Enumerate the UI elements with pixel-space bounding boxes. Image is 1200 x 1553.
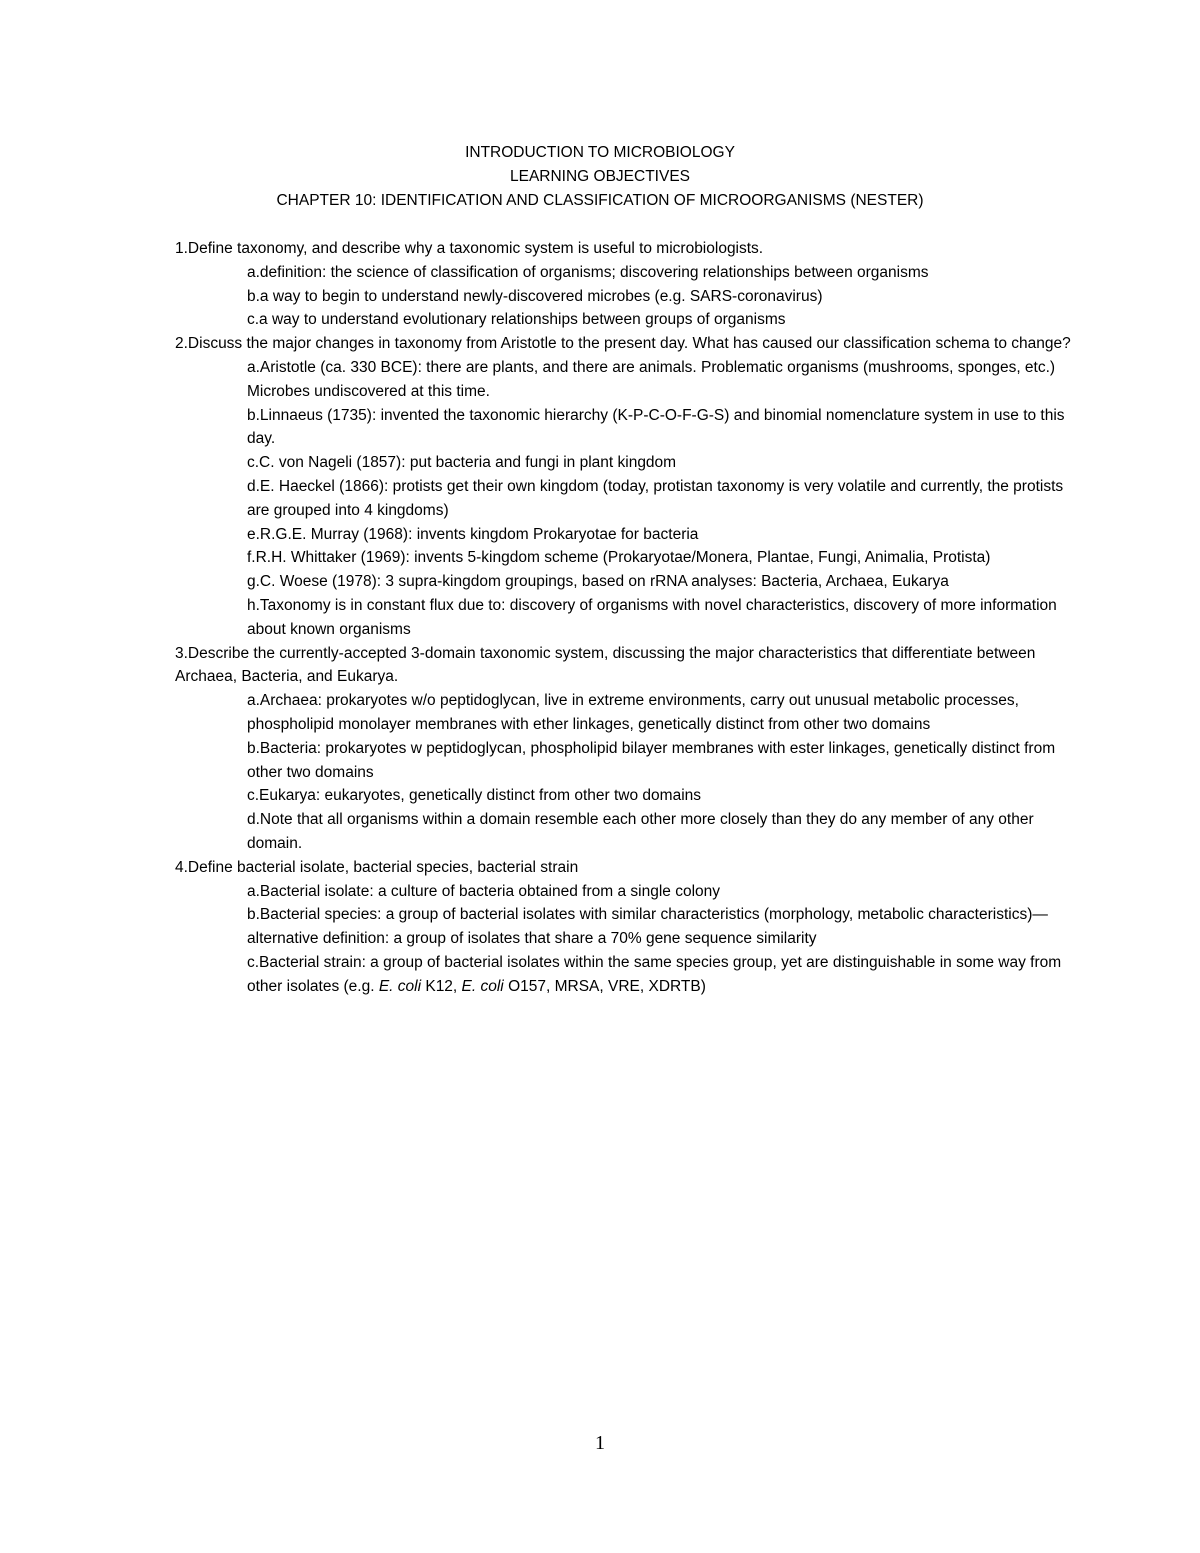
sub-item: e.R.G.E. Murray (1968): invents kingdom Prokaryotae for bacteria — [247, 525, 699, 543]
sub-item: d.Note that all organisms within a domain resemble each other more closely than they do any member of any other domain. — [247, 811, 1034, 852]
sub-item: a.Archaea: prokaryotes w/o peptidoglycan, live in extreme environments, carry out unusual metabolic processes, phospholipid monolayer membranes with ether linkages, genetically distinct from other two domains — [247, 692, 1019, 733]
ecoli-italic: E. coli — [378, 977, 422, 995]
objective-text: 3.Describe the currently-accepted 3-domain taxonomic system, discussing the major characteristics that differentiate between Archaea, Bacteria, and Eukarya. — [175, 644, 1036, 686]
ecoli-italic: E. coli — [461, 977, 504, 995]
sub-item: c.a way to understand evolutionary relationships between groups of organisms — [247, 311, 786, 329]
sub-item: a.Bacterial isolate: a culture of bacteria obtained from a single colony — [247, 882, 721, 900]
objective-text: 4.Define bacterial isolate, bacterial species, bacterial strain — [175, 858, 579, 876]
document-header — [0, 141, 1200, 212]
sub-item: d.E. Haeckel (1866): protists get their own kingdom (today, protistan taxonomy is very volatile and currently, the protists are grouped into 4 kingdoms) — [247, 477, 1064, 519]
sub-item: c.Eukarya: eukaryotes, genetically distinct from other two domains — [247, 787, 702, 805]
course-title: INTRODUCTION TO MICROBIOLOGY — [465, 144, 735, 161]
sub-item: b.Linnaeus (1735): invented the taxonomic hierarchy (K-P-C-O-F-G-S) and binomial nomenclature system in use to this day. — [247, 406, 1065, 448]
sub-item: b.a way to begin to understand newly-discovered microbes (e.g. SARS-coronavirus) — [247, 287, 823, 305]
sub-item: g.C. Woese (1978): 3 supra-kingdom groupings, based on rRNA analyses: Bacteria, Archaea, Eukarya — [247, 573, 949, 591]
sub-item: f.R.H. Whittaker (1969): invents 5-kingdom scheme (Prokaryotae/Monera, Plantae, Fungi, Animalia, Protista) — [247, 549, 991, 567]
chapter-title: CHAPTER 10: IDENTIFICATION AND CLASSIFICATION OF MICROORGANISMS (NESTER) — [276, 191, 924, 209]
objective-2 — [175, 332, 1075, 641]
sub-item-strain — [247, 951, 1075, 999]
sub-item: a.definition: the science of classification of organisms; discovering relationships between organisms — [247, 263, 929, 281]
objectives-list — [175, 237, 1075, 999]
sub-item: b.Bacteria: prokaryotes w peptidoglycan, phospholipid bilayer membranes with ester linkages, genetically distinct from other two domains — [247, 739, 1056, 781]
objective-text: 2.Discuss the major changes in taxonomy from Aristotle to the present day. What has caused our classification schema to change? — [175, 335, 1071, 353]
sub-item: c.C. von Nageli (1857): put bacteria and fungi in plant kingdom — [247, 454, 677, 472]
strain-text-part1: c.Bacterial strain: a group of bacterial isolates within the same species group, yet are distinguishable in some way from other isolates (e.g. — [247, 953, 1062, 995]
page-number: 1 — [595, 1432, 605, 1454]
sub-item: b.Bacterial species: a group of bacterial isolates with similar characteristics (morphology, metabolic characteristics)—alternative definition: a group of isolates that share a 70% gene sequence similarity — [247, 906, 1048, 948]
strain-text-part2: K12, — [421, 977, 462, 995]
strain-text-part3: O157, MRSA, VRE, XDRTB) — [503, 977, 706, 995]
objective-4 — [175, 856, 1075, 999]
sub-item: h.Taxonomy is in constant flux due to: discovery of organisms with novel characteristics, discovery of more information about known organisms — [247, 596, 1057, 638]
sub-item: a.Aristotle (ca. 330 BCE): there are plants, and there are animals. Problematic organisms (mushrooms, sponges, etc.) Microbes undiscovered at this time. — [247, 358, 1056, 400]
objective-text: 1.Define taxonomy, and describe why a taxonomic system is useful to microbiologists. — [175, 240, 764, 257]
section-title: LEARNING OBJECTIVES — [509, 167, 690, 185]
objective-1 — [175, 237, 1075, 332]
objective-3 — [175, 642, 1075, 856]
